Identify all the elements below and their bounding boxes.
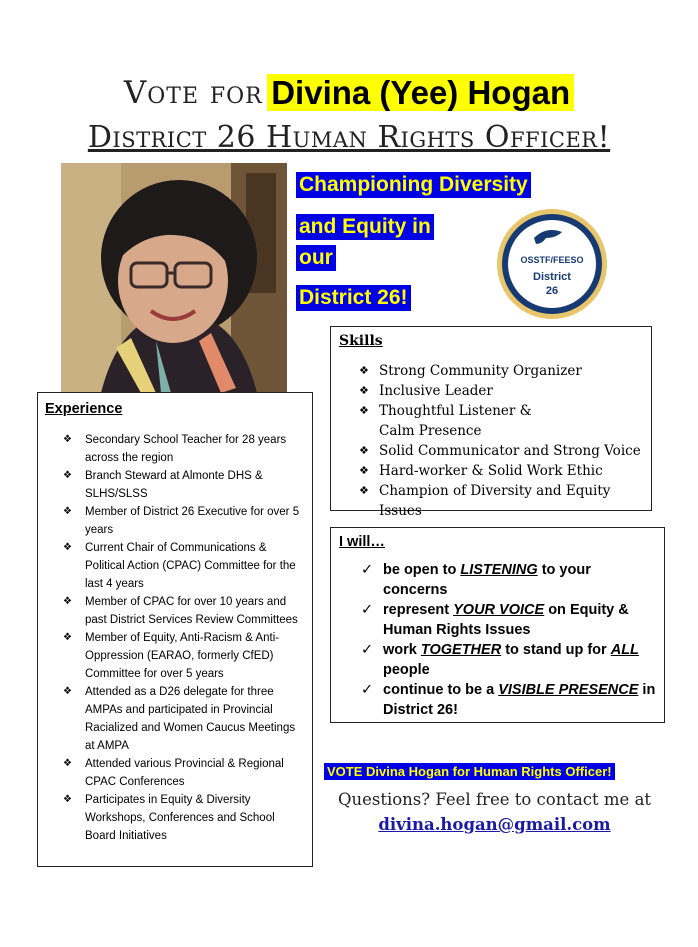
logo-org-text: OSSTF/FEESO	[520, 255, 584, 265]
list-item: ✓ be open to LISTENING to your concerns	[361, 562, 591, 598]
list-item: ❖ Inclusive Leader	[359, 383, 493, 399]
list-item: ❖ Branch Steward at Almonte DHS & SLHS/SLSS	[63, 467, 303, 503]
logo-district-number: 26	[545, 285, 559, 297]
diamond-bullet-icon: ❖	[63, 686, 72, 697]
osstf-logo	[496, 208, 608, 320]
contact-text: Questions? Feel free to contact me at	[337, 790, 652, 809]
checkmark-icon: ✓	[361, 602, 374, 618]
diamond-bullet-icon: ❖	[63, 596, 72, 607]
list-item: ❖ Solid Communicator and Strong Voice	[359, 443, 641, 459]
pledge-box	[330, 527, 665, 723]
checkmark-icon: ✓	[361, 682, 374, 698]
diamond-bullet-icon: ❖	[63, 506, 72, 517]
diamond-bullet-icon: ❖	[359, 364, 369, 377]
diamond-bullet-icon: ❖	[63, 470, 72, 481]
skills-heading: Skills	[339, 333, 383, 349]
list-item: ❖ Participates in Equity & Diversity Workshops, Conferences and School Board Initiatives	[63, 791, 303, 845]
diamond-bullet-icon: ❖	[359, 444, 369, 457]
list-item: ✓ continue to be a VISIBLE PRESENCE in District 26!	[361, 682, 656, 718]
list-item: ❖ Member of CPAC for over 10 years and past District Services Review Committees	[63, 593, 303, 629]
candidate-name: Divina (Yee) Hogan	[267, 74, 574, 111]
logo-district-label: District	[533, 271, 571, 283]
list-item: ❖ Strong Community Organizer	[359, 363, 582, 379]
title-line	[0, 74, 698, 112]
vote-for-label: Vote for	[123, 75, 263, 111]
list-item: ❖ Thoughtful Listener & Calm Presence	[359, 403, 532, 439]
tagline-line-2: and Equity in	[296, 214, 434, 240]
tagline-line-3: our	[296, 245, 336, 271]
list-item: ❖ Attended as a D26 delegate for three AMPAs and participated in Provincial Racialized and Women Caucus Meetings at AMPA	[63, 683, 303, 755]
vote-banner: VOTE Divina Hogan for Human Rights Officer!	[324, 763, 615, 780]
diamond-bullet-icon: ❖	[359, 404, 369, 417]
checkmark-icon: ✓	[361, 562, 374, 578]
experience-list	[63, 431, 303, 845]
diamond-bullet-icon: ❖	[63, 542, 72, 553]
page-subtitle: District 26 Human Rights Officer!	[87, 120, 611, 155]
list-item: ❖ Secondary School Teacher for 28 years across the region	[63, 431, 303, 467]
pledge-list	[361, 560, 656, 720]
list-item: ❖ Member of Equity, Anti-Racism & Anti-Oppression (EARAO, formerly CfED) Committee for over 5 years	[63, 629, 303, 683]
experience-heading: Experience	[45, 401, 123, 417]
experience-box	[37, 392, 313, 867]
diamond-bullet-icon: ❖	[359, 484, 369, 497]
list-item: ❖ Champion of Diversity and Equity Issues	[359, 483, 611, 519]
pledge-heading: I will…	[339, 534, 385, 550]
candidate-photo	[61, 163, 287, 393]
diamond-bullet-icon: ❖	[63, 794, 72, 805]
skills-box	[330, 326, 652, 519]
list-item: ❖ Hard-worker & Solid Work Ethic	[359, 463, 603, 479]
diamond-bullet-icon: ❖	[63, 434, 72, 445]
list-item: ❖ Member of District 26 Executive for over 5 years	[63, 503, 303, 539]
diamond-bullet-icon: ❖	[63, 758, 72, 769]
tagline-line-1: Championing Diversity	[296, 172, 531, 198]
diamond-bullet-icon: ❖	[359, 464, 369, 477]
skills-list	[359, 361, 651, 521]
list-item: ❖ Current Chair of Communications & Political Action (CPAC) Committee for the last 4 years	[63, 539, 303, 593]
email-link[interactable]: divina.hogan@gmail.com	[378, 815, 611, 834]
diamond-bullet-icon: ❖	[63, 632, 72, 643]
list-item: ❖ Attended various Provincial & Regional CPAC Conferences	[63, 755, 303, 791]
checkmark-icon: ✓	[361, 642, 374, 658]
diamond-bullet-icon: ❖	[359, 384, 369, 397]
list-item: ✓ represent YOUR VOICE on Equity & Human Rights Issues	[361, 602, 629, 638]
tagline-line-4: District 26!	[296, 285, 411, 311]
list-item: ✓ work TOGETHER to stand up for ALL people	[361, 642, 639, 678]
